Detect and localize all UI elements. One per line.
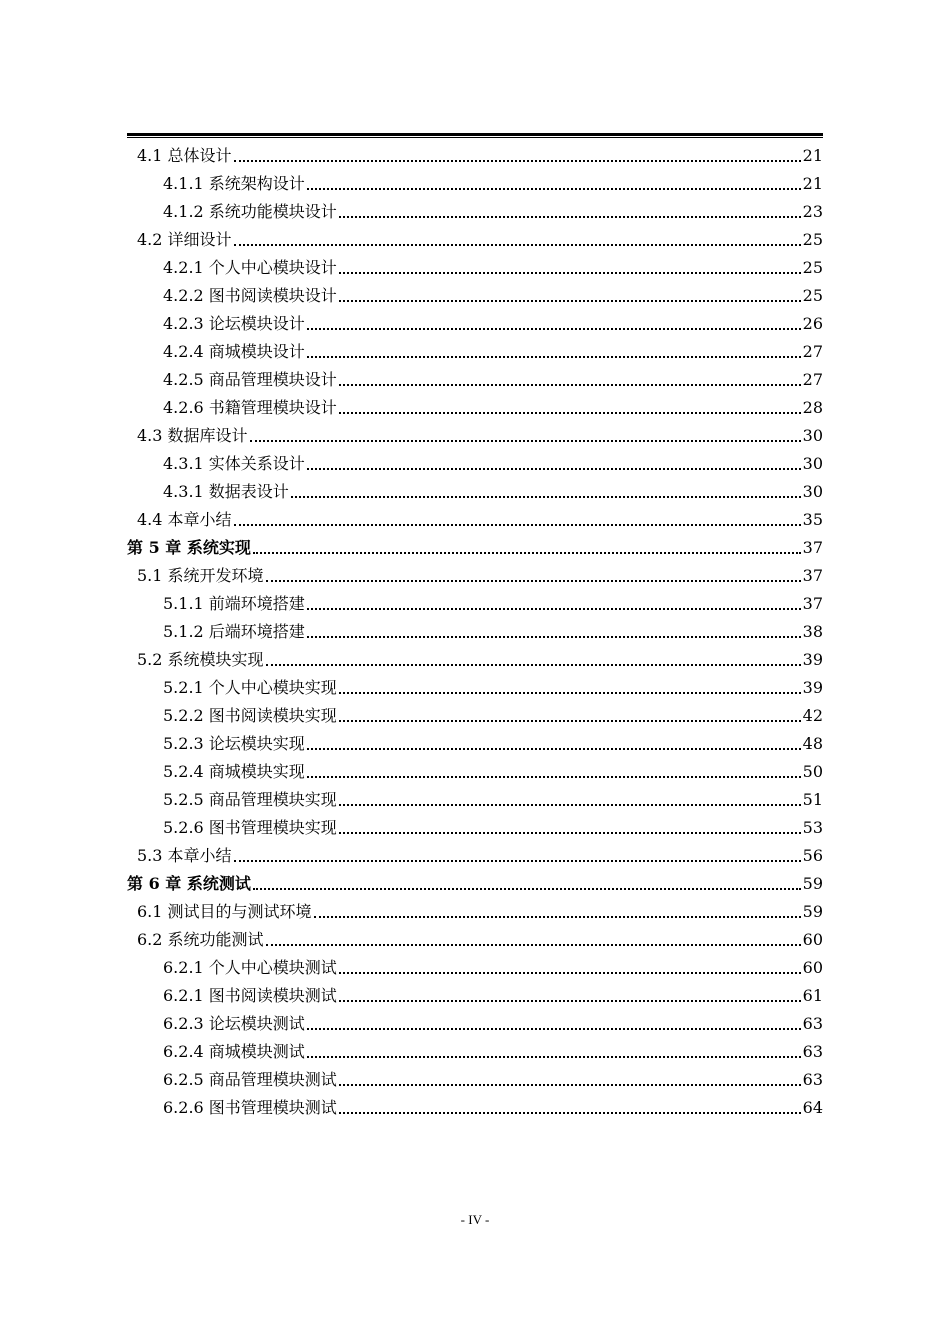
toc-entry[interactable] xyxy=(127,448,823,476)
toc-entry[interactable] xyxy=(127,532,823,560)
toc-entry-title: 4.3.1 实体关系设计 xyxy=(163,454,305,473)
toc-entry[interactable] xyxy=(127,756,823,784)
toc-dot-leader xyxy=(234,160,801,162)
header-rule xyxy=(127,133,823,138)
toc-entry-page: 51 xyxy=(802,790,823,809)
toc-entry-page: 38 xyxy=(802,622,823,641)
toc-entry-page: 48 xyxy=(802,734,823,753)
toc-dot-leader xyxy=(339,1000,801,1002)
toc-entry-title: 5.2.5 商品管理模块实现 xyxy=(163,790,337,809)
toc-entry-page: 50 xyxy=(802,762,823,781)
toc-entry-title: 5.2.3 论坛模块实现 xyxy=(163,734,305,753)
toc-entry[interactable] xyxy=(127,420,823,448)
toc-entry-title: 5.1 系统开发环境 xyxy=(137,566,264,585)
toc-dot-leader xyxy=(266,664,801,666)
toc-entry-title: 6.2.3 论坛模块测试 xyxy=(163,1014,305,1033)
toc-entry[interactable] xyxy=(127,644,823,672)
toc-entry-page: 59 xyxy=(802,874,823,893)
toc-dot-leader xyxy=(266,580,801,582)
toc-entry-title: 6.1 测试目的与测试环境 xyxy=(137,902,312,921)
toc-entry[interactable] xyxy=(127,980,823,1008)
toc-entry-title: 5.2.6 图书管理模块实现 xyxy=(163,818,337,837)
toc-entry-page: 60 xyxy=(802,958,823,977)
toc-entry-page: 39 xyxy=(802,678,823,697)
toc-entry-title: 4.1.1 系统架构设计 xyxy=(163,174,305,193)
toc-entry[interactable] xyxy=(127,588,823,616)
toc-dot-leader xyxy=(307,1056,801,1058)
toc-dot-leader xyxy=(253,888,801,890)
toc-dot-leader xyxy=(291,496,801,498)
toc-entry-title: 4.3.1 数据表设计 xyxy=(163,482,289,501)
toc-entry-title: 第 6 章 系统测试 xyxy=(127,874,251,893)
toc-entry[interactable] xyxy=(127,812,823,840)
toc-entry-page: 21 xyxy=(802,174,823,193)
toc-entry-page: 37 xyxy=(802,594,823,613)
toc-entry[interactable] xyxy=(127,476,823,504)
toc-entry-title: 4.2 详细设计 xyxy=(137,230,232,249)
toc-entry[interactable] xyxy=(127,616,823,644)
toc-entry-page: 63 xyxy=(802,1070,823,1089)
toc-dot-leader xyxy=(253,552,801,554)
toc-entry[interactable] xyxy=(127,1008,823,1036)
toc-entry-page: 39 xyxy=(802,650,823,669)
toc-entry-page: 23 xyxy=(802,202,823,221)
toc-entry-page: 53 xyxy=(802,818,823,837)
toc-entry-page: 25 xyxy=(802,286,823,305)
toc-dot-leader xyxy=(307,328,801,330)
toc-entry-title: 5.2.4 商城模块实现 xyxy=(163,762,305,781)
toc-entry-page: 30 xyxy=(802,454,823,473)
toc-entry-title: 4.1 总体设计 xyxy=(137,146,232,165)
toc-dot-leader xyxy=(339,300,801,302)
toc-entry-page: 30 xyxy=(802,426,823,445)
toc-entry-title: 6.2.1 图书阅读模块测试 xyxy=(163,986,337,1005)
toc-entry-title: 4.4 本章小结 xyxy=(137,510,232,529)
toc-entry-page: 59 xyxy=(802,902,823,921)
toc-entry-title: 6.2.6 图书管理模块测试 xyxy=(163,1098,337,1117)
table-of-contents xyxy=(127,140,823,1120)
toc-entry-page: 25 xyxy=(802,258,823,277)
toc-entry-page: 35 xyxy=(802,510,823,529)
toc-entry-page: 26 xyxy=(802,314,823,333)
toc-entry-title: 4.2.6 书籍管理模块设计 xyxy=(163,398,337,417)
toc-entry[interactable] xyxy=(127,924,823,952)
toc-entry[interactable] xyxy=(127,392,823,420)
toc-dot-leader xyxy=(307,356,801,358)
toc-dot-leader xyxy=(307,608,801,610)
toc-entry-title: 4.3 数据库设计 xyxy=(137,426,248,445)
toc-entry[interactable] xyxy=(127,672,823,700)
toc-entry-title: 5.2 系统模块实现 xyxy=(137,650,264,669)
toc-entry-title: 5.2.1 个人中心模块实现 xyxy=(163,678,337,697)
toc-dot-leader xyxy=(307,188,801,190)
toc-entry[interactable] xyxy=(127,896,823,924)
toc-entry-page: 21 xyxy=(802,146,823,165)
toc-entry[interactable] xyxy=(127,252,823,280)
toc-dot-leader xyxy=(307,468,801,470)
toc-entry[interactable] xyxy=(127,168,823,196)
toc-entry-page: 64 xyxy=(802,1098,823,1117)
toc-dot-leader xyxy=(307,1028,801,1030)
toc-entry-title: 5.3 本章小结 xyxy=(137,846,232,865)
toc-entry[interactable] xyxy=(127,1064,823,1092)
toc-entry-title: 6.2.4 商城模块测试 xyxy=(163,1042,305,1061)
toc-dot-leader xyxy=(339,720,801,722)
toc-entry[interactable] xyxy=(127,700,823,728)
toc-dot-leader xyxy=(266,944,801,946)
toc-entry[interactable] xyxy=(127,868,823,896)
toc-entry-title: 5.1.1 前端环境搭建 xyxy=(163,594,305,613)
page-number: - IV - xyxy=(460,1212,490,1227)
toc-entry[interactable] xyxy=(127,728,823,756)
toc-entry-page: 63 xyxy=(802,1014,823,1033)
toc-entry[interactable] xyxy=(127,1036,823,1064)
toc-entry-title: 第 5 章 系统实现 xyxy=(127,538,251,557)
toc-dot-leader xyxy=(339,804,801,806)
toc-entry-title: 5.1.2 后端环境搭建 xyxy=(163,622,305,641)
toc-entry-page: 60 xyxy=(802,930,823,949)
toc-entry[interactable] xyxy=(127,308,823,336)
toc-entry-page: 25 xyxy=(802,230,823,249)
toc-entry[interactable] xyxy=(127,840,823,868)
toc-entry-title: 5.2.2 图书阅读模块实现 xyxy=(163,706,337,725)
toc-dot-leader xyxy=(307,636,801,638)
toc-entry[interactable] xyxy=(127,364,823,392)
toc-entry[interactable] xyxy=(127,336,823,364)
toc-entry-title: 4.2.4 商城模块设计 xyxy=(163,342,305,361)
toc-entry-title: 4.2.3 论坛模块设计 xyxy=(163,314,305,333)
toc-dot-leader xyxy=(339,384,801,386)
toc-entry[interactable] xyxy=(127,224,823,252)
toc-entry[interactable] xyxy=(127,140,823,168)
toc-entry-page: 27 xyxy=(802,342,823,361)
toc-dot-leader xyxy=(339,692,801,694)
toc-dot-leader xyxy=(339,272,801,274)
toc-entry[interactable] xyxy=(127,952,823,980)
toc-entry-title: 4.2.1 个人中心模块设计 xyxy=(163,258,337,277)
toc-entry-page: 37 xyxy=(802,538,823,557)
toc-dot-leader xyxy=(339,216,801,218)
toc-entry-page: 28 xyxy=(802,398,823,417)
toc-entry[interactable] xyxy=(127,1092,823,1120)
toc-entry-page: 61 xyxy=(802,986,823,1005)
toc-dot-leader xyxy=(314,916,801,918)
toc-entry-title: 6.2.1 个人中心模块测试 xyxy=(163,958,337,977)
toc-entry-title: 4.2.2 图书阅读模块设计 xyxy=(163,286,337,305)
toc-dot-leader xyxy=(339,832,801,834)
toc-entry-page: 27 xyxy=(802,370,823,389)
toc-dot-leader xyxy=(307,776,801,778)
toc-entry-page: 42 xyxy=(802,706,823,725)
toc-dot-leader xyxy=(307,748,801,750)
toc-entry-title: 6.2.5 商品管理模块测试 xyxy=(163,1070,337,1089)
toc-dot-leader xyxy=(339,1084,801,1086)
toc-entry-page: 56 xyxy=(802,846,823,865)
toc-entry-page: 30 xyxy=(802,482,823,501)
toc-dot-leader xyxy=(339,412,801,414)
toc-entry-title: 4.2.5 商品管理模块设计 xyxy=(163,370,337,389)
toc-dot-leader xyxy=(234,860,801,862)
toc-entry[interactable] xyxy=(127,784,823,812)
toc-dot-leader xyxy=(250,440,801,442)
toc-entry-page: 63 xyxy=(802,1042,823,1061)
toc-dot-leader xyxy=(234,524,801,526)
toc-dot-leader xyxy=(234,244,801,246)
toc-entry-title: 4.1.2 系统功能模块设计 xyxy=(163,202,337,221)
toc-dot-leader xyxy=(339,972,801,974)
toc-entry[interactable] xyxy=(127,560,823,588)
toc-entry-page: 37 xyxy=(802,566,823,585)
toc-entry[interactable] xyxy=(127,504,823,532)
toc-dot-leader xyxy=(339,1112,801,1114)
toc-entry-title: 6.2 系统功能测试 xyxy=(137,930,264,949)
toc-entry[interactable] xyxy=(127,196,823,224)
toc-entry[interactable] xyxy=(127,280,823,308)
